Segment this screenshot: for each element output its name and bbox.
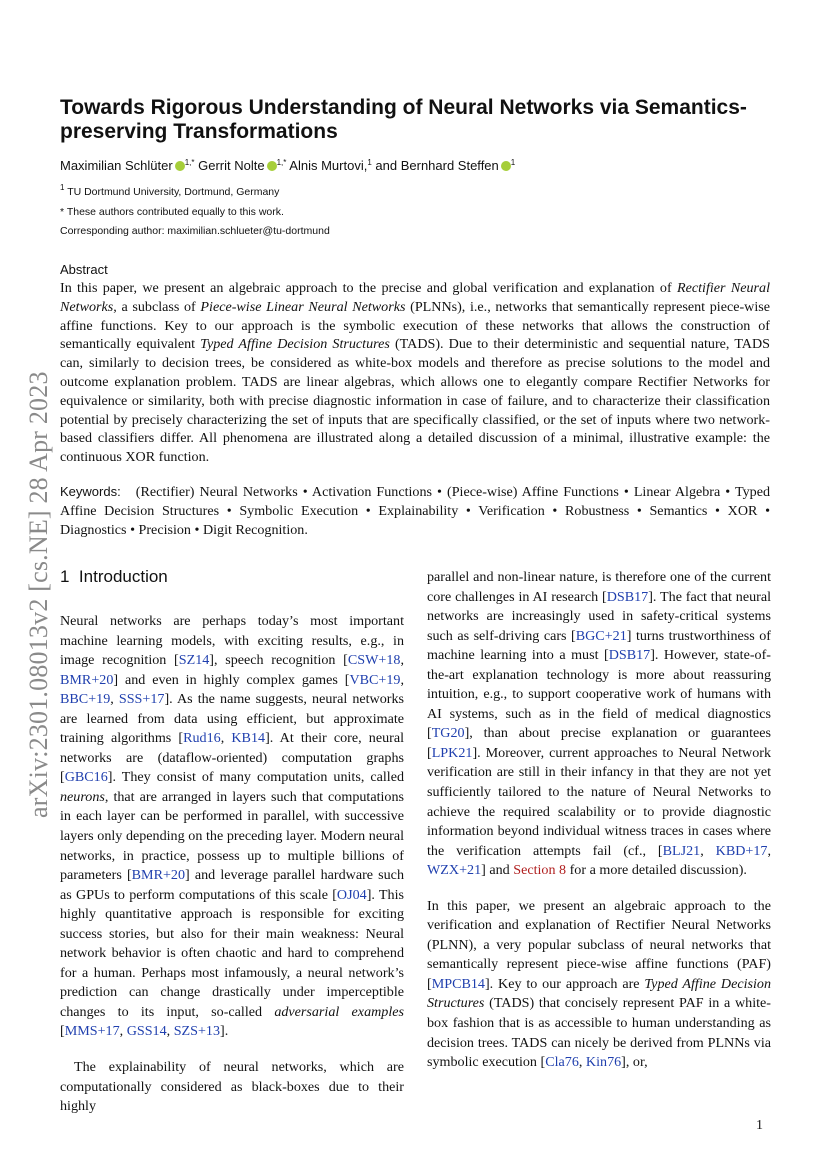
- author-affiliation-mark: 1,*: [184, 158, 195, 167]
- citation-link[interactable]: VBC+19: [349, 671, 401, 688]
- paragraph: The explainability of neural networks, which are computationally considered as black-boxes due to their highly: [60, 1059, 404, 1115]
- citation-link[interactable]: DSB17: [608, 647, 651, 664]
- citation-link[interactable]: KBD+17: [715, 842, 768, 859]
- citation-link[interactable]: Cla76: [545, 1054, 579, 1071]
- citation-link[interactable]: Rud16: [183, 730, 221, 747]
- citation-link[interactable]: LPK21: [431, 744, 473, 761]
- right-column: [427, 568, 771, 1089]
- citation-link[interactable]: BGC+21: [575, 627, 627, 644]
- author-affiliation-mark: 1: [510, 158, 516, 167]
- keywords-label: Keywords:: [60, 484, 121, 499]
- citation-link[interactable]: CSW+18: [347, 652, 401, 669]
- paragraph: Neural networks are perhaps today’s most important machine learning models, with exciting results, e.g., in image recognition [SZ14], speech recognition [CSW+18, BMR+20] and even in highly complex games [VBC+19, BBC+19, SSS+17]. As the name suggests, neural networks are learned from data using efficient, but approximate training algorithms [Rud16, KB14]. At their core, neural networks are (dataflow-oriented) computation graphs [GBC16]. They consist of many computation units, called neurons, that are arranged in layers such that computations in each layer can be performed in parallel, with successive layers only depending on the preceding layer. Modern neural networks, in practice, possess up to multiple billions of parameters [BMR+20] and leverage parallel hardware such as GPUs to perform computations of this scale [OJ04]. This highly quantitative approach is responsible for exciting success stories, but also for their main weakness: Neural network behavior is often chaotic and hard to comprehend for a human. Perhaps most infamously, a neural network’s prediction can change drastically under imperceptible changes to its input, so-called adversarial examples [MMS+17, GSS14, SZS+13].: [60, 613, 405, 1040]
- author-name: Maximilian Schlüter: [60, 158, 173, 173]
- abstract-text: In this paper, we present an algebraic approach to the precise and global verification and explanation of Rectifier Neural Networks, a subclass of Piece-wise Linear Neural Networks (PLNNs), i.e., networks that semantically represent piece-wise affine functions. Key to our approach is the symbolic execution of these networks that allows the construction of semantically equivalent Typed Affine Decision Structures (TADS). Due to their deterministic and sequential nature, TADS can, similarly to decision trees, be considered as white-box models and therefore as precise solutions to the model and outcome explanation problem. TADS are linear algebras, which allows one to elegantly compare Rectifier Networks for equivalence or similarity, both with precise diagnostic information in case of failure, and to characterize their classification potential by precisely characterizing the set of inputs that are specifically classified, or the set of inputs where two network-based classifiers differ. All phenomena are illustrated along a detailed discussion of a minimal, illustrative example: the continuous XOR function.: [60, 280, 770, 466]
- citation-link[interactable]: OJ04: [336, 886, 367, 903]
- keywords-list: (Rectifier) Neural Networks • Activation Functions • (Piece-wise) Affine Functions • Linear Algebra • Typed Affine Decision Structures • Symbolic Execution • Explainability • Verification • Robustness • Semantics • XOR • Diagnostics • Precision • Digit Recognition.: [60, 484, 770, 538]
- left-column: [60, 612, 404, 1133]
- section-link[interactable]: Section 8: [513, 862, 567, 879]
- orcid-icon[interactable]: [267, 161, 277, 171]
- citation-link[interactable]: MPCB14: [431, 975, 485, 992]
- citation-link[interactable]: SZ14: [178, 652, 210, 669]
- paper-title: Towards Rigorous Understanding of Neural Networks via Semantics-preserving Transformations: [60, 96, 747, 143]
- citation-link[interactable]: BMR+20: [131, 867, 186, 884]
- page-number: 1: [756, 1118, 763, 1133]
- author-name: and Bernhard Steffen: [375, 158, 499, 173]
- citation-link[interactable]: GBC16: [64, 769, 108, 786]
- orcid-icon[interactable]: [175, 161, 185, 171]
- citation-link[interactable]: SSS+17: [118, 691, 165, 708]
- author-affiliation-mark: 1,*: [276, 158, 287, 167]
- author-affiliation-mark: 1: [367, 158, 372, 167]
- author-name: Alnis Murtovi,: [289, 158, 368, 173]
- affiliation: $^1$ TU Dortmund University, Dortmund, Germany: [60, 183, 280, 198]
- keywords: [60, 483, 770, 539]
- citation-link[interactable]: TG20: [431, 725, 465, 742]
- citation-link[interactable]: GSS14: [126, 1023, 167, 1040]
- corresponding-author: Corresponding author: maximilian.schlueter@tu-dortmund: [60, 225, 330, 237]
- citation-link[interactable]: BMR+20: [60, 671, 114, 688]
- citation-link[interactable]: SZS+13: [173, 1023, 221, 1040]
- author-name: Gerrit Nolte: [198, 158, 265, 173]
- paragraph: parallel and non-linear nature, is therefore one of the current core challenges in AI research [DSB17]. The fact that neural networks are increasingly used in safety-critical systems such as self-driving cars [BGC+21] turns trustworthiness of machine learning into a must [DSB17]. However, state-of-the-art explanation technology is more about reassuring intuition, e.g., to support cooperative work of humans with AI systems, such as in the field of medical diagnostics [TG20], than about precise explanation or guarantees [LPK21]. Moreover, current approaches to Neural Network verification are still in their infancy in that they are not yet sufficiently tailored to the nature of Neural Networks to achieve the required scalability or to provide diagnostic information beyond individual witness traces in cases where the verification attempts fail (cf., [BLJ21, KBD+17, WZX+21] and Section 8 for a more detailed discussion).: [427, 569, 771, 879]
- equal-contribution-note: * These authors contributed equally to this work.: [60, 206, 284, 218]
- citation-link[interactable]: MMS+17: [64, 1023, 120, 1040]
- section-heading: 1 Introduction: [60, 567, 168, 586]
- citation-link[interactable]: Kin76: [585, 1054, 622, 1071]
- citation-link[interactable]: WZX+21: [427, 862, 482, 879]
- citation-link[interactable]: KB14: [231, 730, 266, 747]
- paragraph: In this paper, we present an algebraic approach to the verification and explanation of Rectifier Neural Networks (PLNN), a very popular subclass of neural networks that semantically represent piece-wise affine functions (PAF) [MPCB14]. Key to our approach are Typed Affine Decision Structures (TADS) that concisely represent PAF in a white-box fashion that is as accessible to human understanding as decision trees. TADS can nicely be derived from PLNNs via symbolic execution [Cla76, Kin76], or,: [427, 897, 771, 1071]
- citation-link[interactable]: DSB17: [606, 588, 649, 605]
- abstract-heading: Abstract: [60, 262, 108, 277]
- arxiv-stamp: arXiv:2301.08013v2 [cs.NE] 28 Apr 2023: [24, 371, 53, 818]
- orcid-icon[interactable]: [501, 161, 511, 171]
- citation-link[interactable]: BBC+19: [60, 691, 111, 708]
- author-list: [60, 157, 772, 175]
- citation-link[interactable]: BLJ21: [662, 842, 701, 859]
